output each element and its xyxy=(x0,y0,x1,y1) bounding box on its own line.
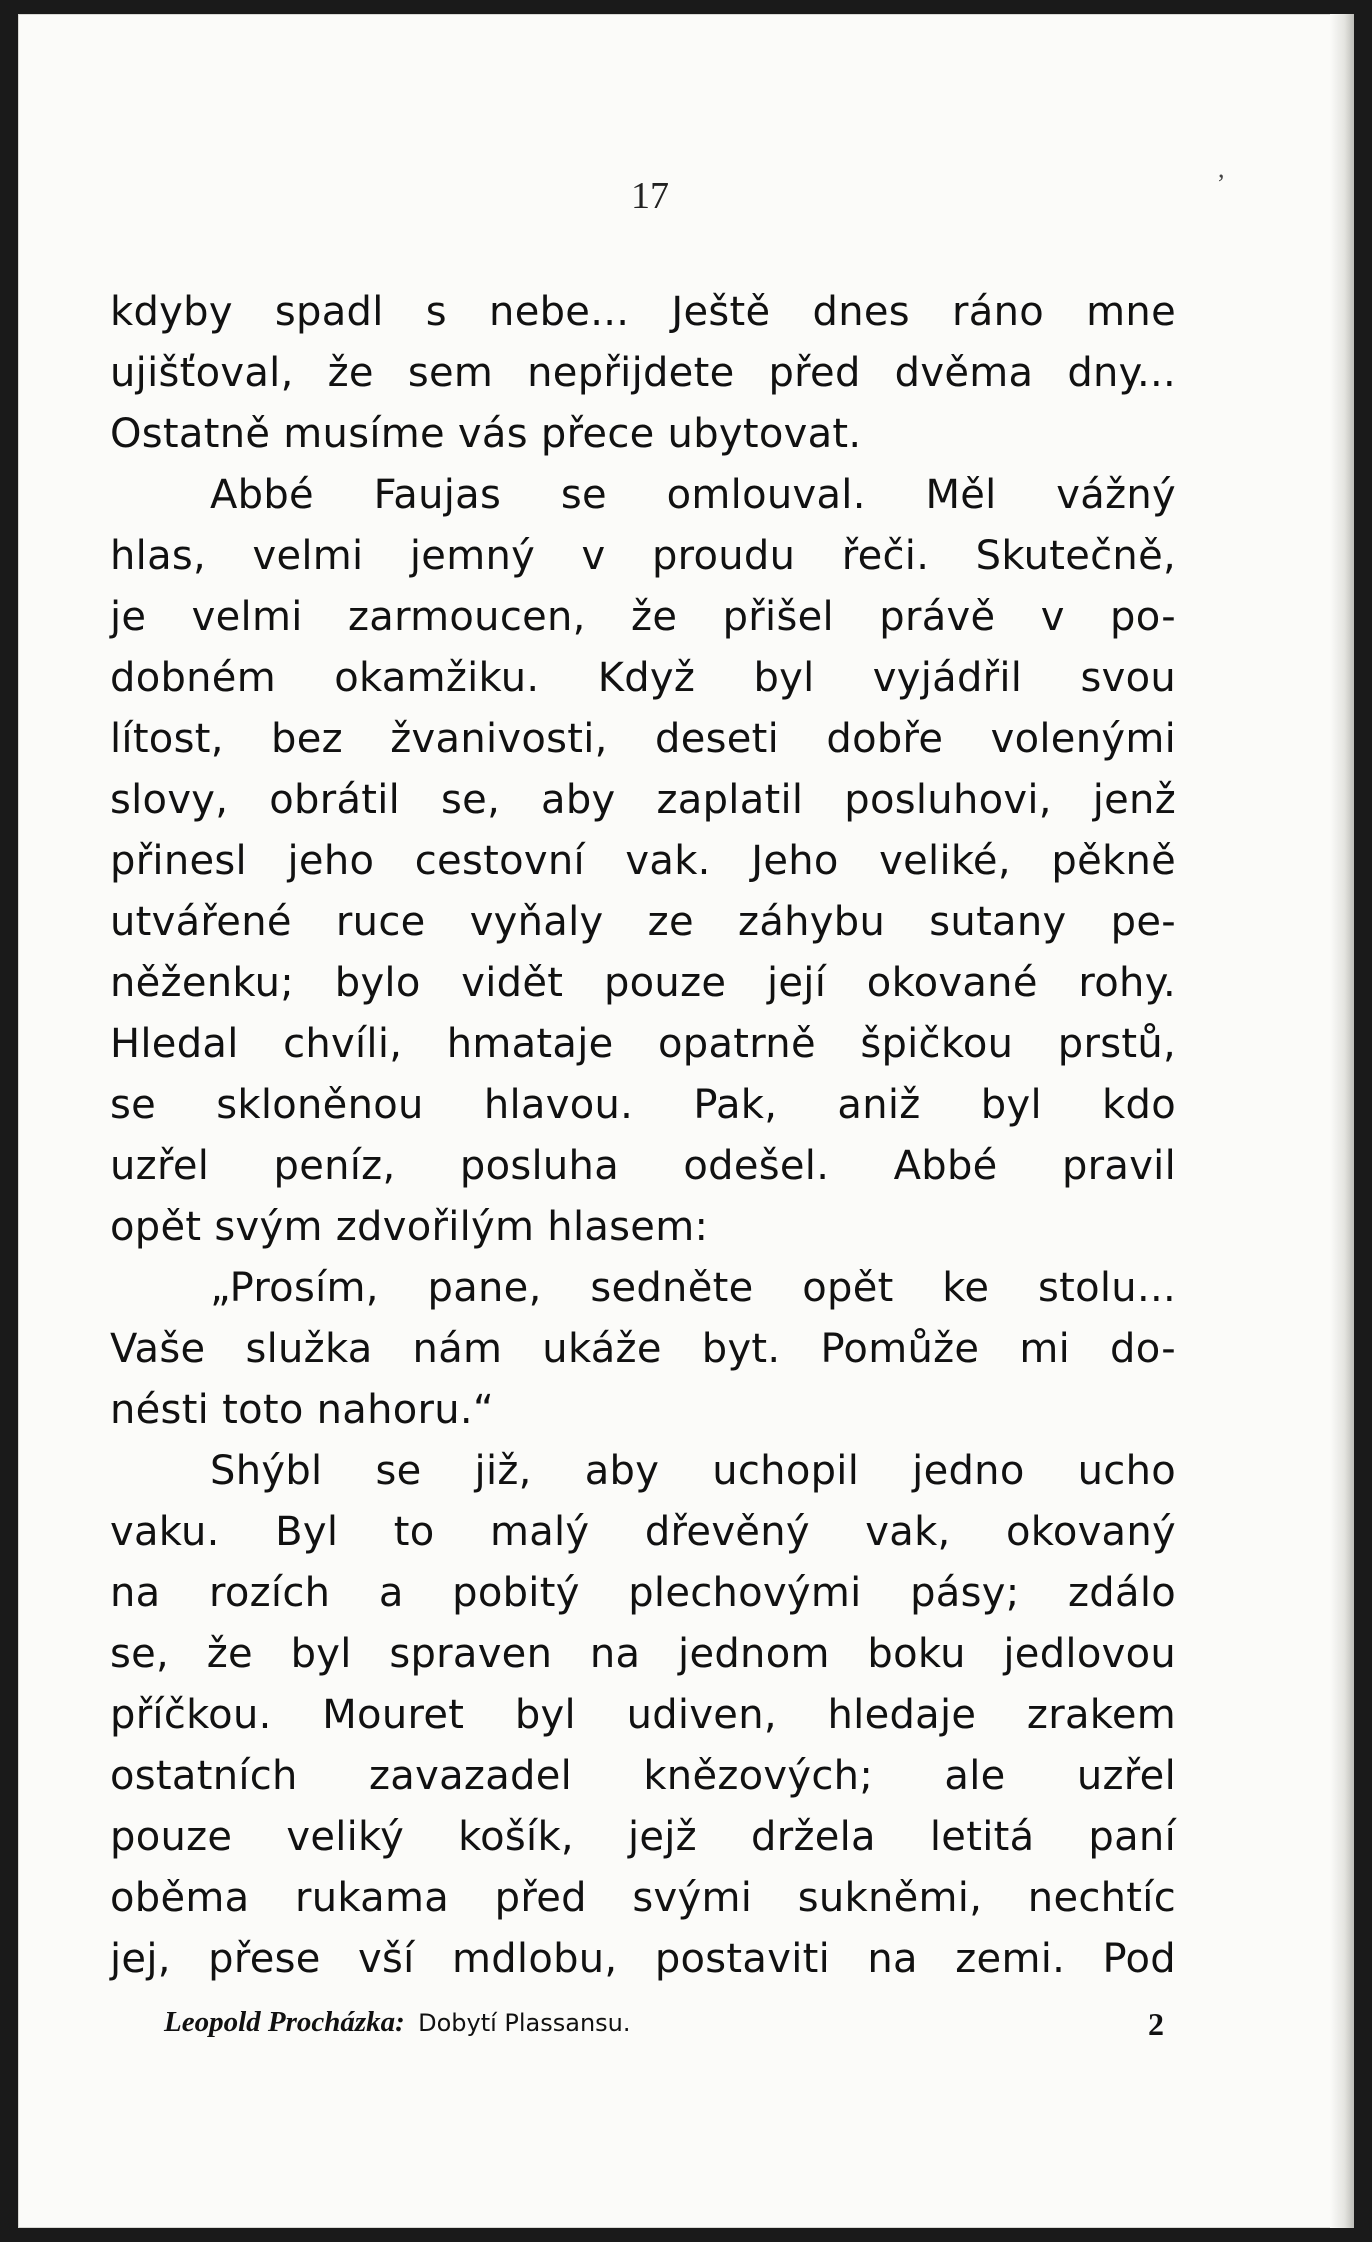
text-line: Hledal chvíli, hmataje opatrně špičkou prstů, xyxy=(110,1021,1176,1067)
text-line: oběma rukama před svými sukněmi, nechtíc xyxy=(110,1875,1176,1921)
text-line: hlas, velmi jemný v proudu řeči. Skutečně, xyxy=(110,533,1176,579)
footer-signature-mark: 2 xyxy=(1148,2006,1164,2042)
text-line: Abbé Faujas se omlouval. Měl vážný xyxy=(210,472,1176,518)
text-line: uzřel peníz, posluha odešel. Abbé pravil xyxy=(110,1143,1176,1189)
text-line: kdyby spadl s nebe... Ještě dnes ráno mne xyxy=(110,289,1176,335)
text-line: nésti toto nahoru.“ xyxy=(110,1387,494,1433)
text-line: ujišťoval, že sem nepřijdete před dvěma dny... xyxy=(110,350,1176,396)
text-line: dobném okamžiku. Když byl vyjádřil svou xyxy=(110,655,1176,701)
text-line: vaku. Byl to malý dřevěný vak, okovaný xyxy=(110,1509,1176,1555)
text-line: na rozích a pobitý plechovými pásy; zdálo xyxy=(110,1570,1176,1616)
page-footer xyxy=(164,2006,1164,2046)
text-line: ostatních zavazadel knězových; ale uzřel xyxy=(110,1753,1176,1799)
page-edge-shadow xyxy=(1330,14,1354,2228)
text-line: pouze veliký košík, jejž držela letitá paní xyxy=(110,1814,1176,1860)
margin-mark: , xyxy=(1218,154,1225,183)
book-page xyxy=(18,14,1354,2228)
text-line: opět svým zdvořilým hlasem: xyxy=(110,1204,709,1250)
text-line: jej, přese vší mdlobu, postaviti na zemi. Pod xyxy=(110,1936,1176,1982)
text-line: něženku; bylo vidět pouze její okované rohy. xyxy=(110,960,1176,1006)
text-line: přinesl jeho cestovní vak. Jeho veliké, pěkně xyxy=(110,838,1176,884)
footer-book-title: Dobytí Plassansu. xyxy=(418,2009,631,2037)
text-line: se, že byl spraven na jednom boku jedlovou xyxy=(110,1631,1176,1677)
text-line: „Prosím, pane, sedněte opět ke stolu... xyxy=(210,1265,1176,1311)
text-line: Shýbl se již, aby uchopil jedno ucho xyxy=(210,1448,1176,1494)
text-line: utvářené ruce vyňaly ze záhybu sutany pe- xyxy=(110,899,1176,945)
text-line: Ostatně musíme vás přece ubytovat. xyxy=(110,411,862,457)
text-line: slovy, obrátil se, aby zaplatil posluhovi, jenž xyxy=(110,777,1176,823)
page-number: 17 xyxy=(631,175,669,217)
text-line: Vaše služka nám ukáže byt. Pomůže mi do- xyxy=(110,1326,1176,1372)
text-line: lítost, bez žvanivosti, deseti dobře volenými xyxy=(110,716,1176,762)
body-text xyxy=(110,282,1176,1990)
text-line: se skloněnou hlavou. Pak, aniž byl kdo xyxy=(110,1082,1176,1128)
footer-author: Leopold Procházka: xyxy=(164,2006,405,2038)
text-line: příčkou. Mouret byl udiven, hledaje zrakem xyxy=(110,1692,1176,1738)
text-line: je velmi zarmoucen, že přišel právě v po- xyxy=(110,594,1176,640)
